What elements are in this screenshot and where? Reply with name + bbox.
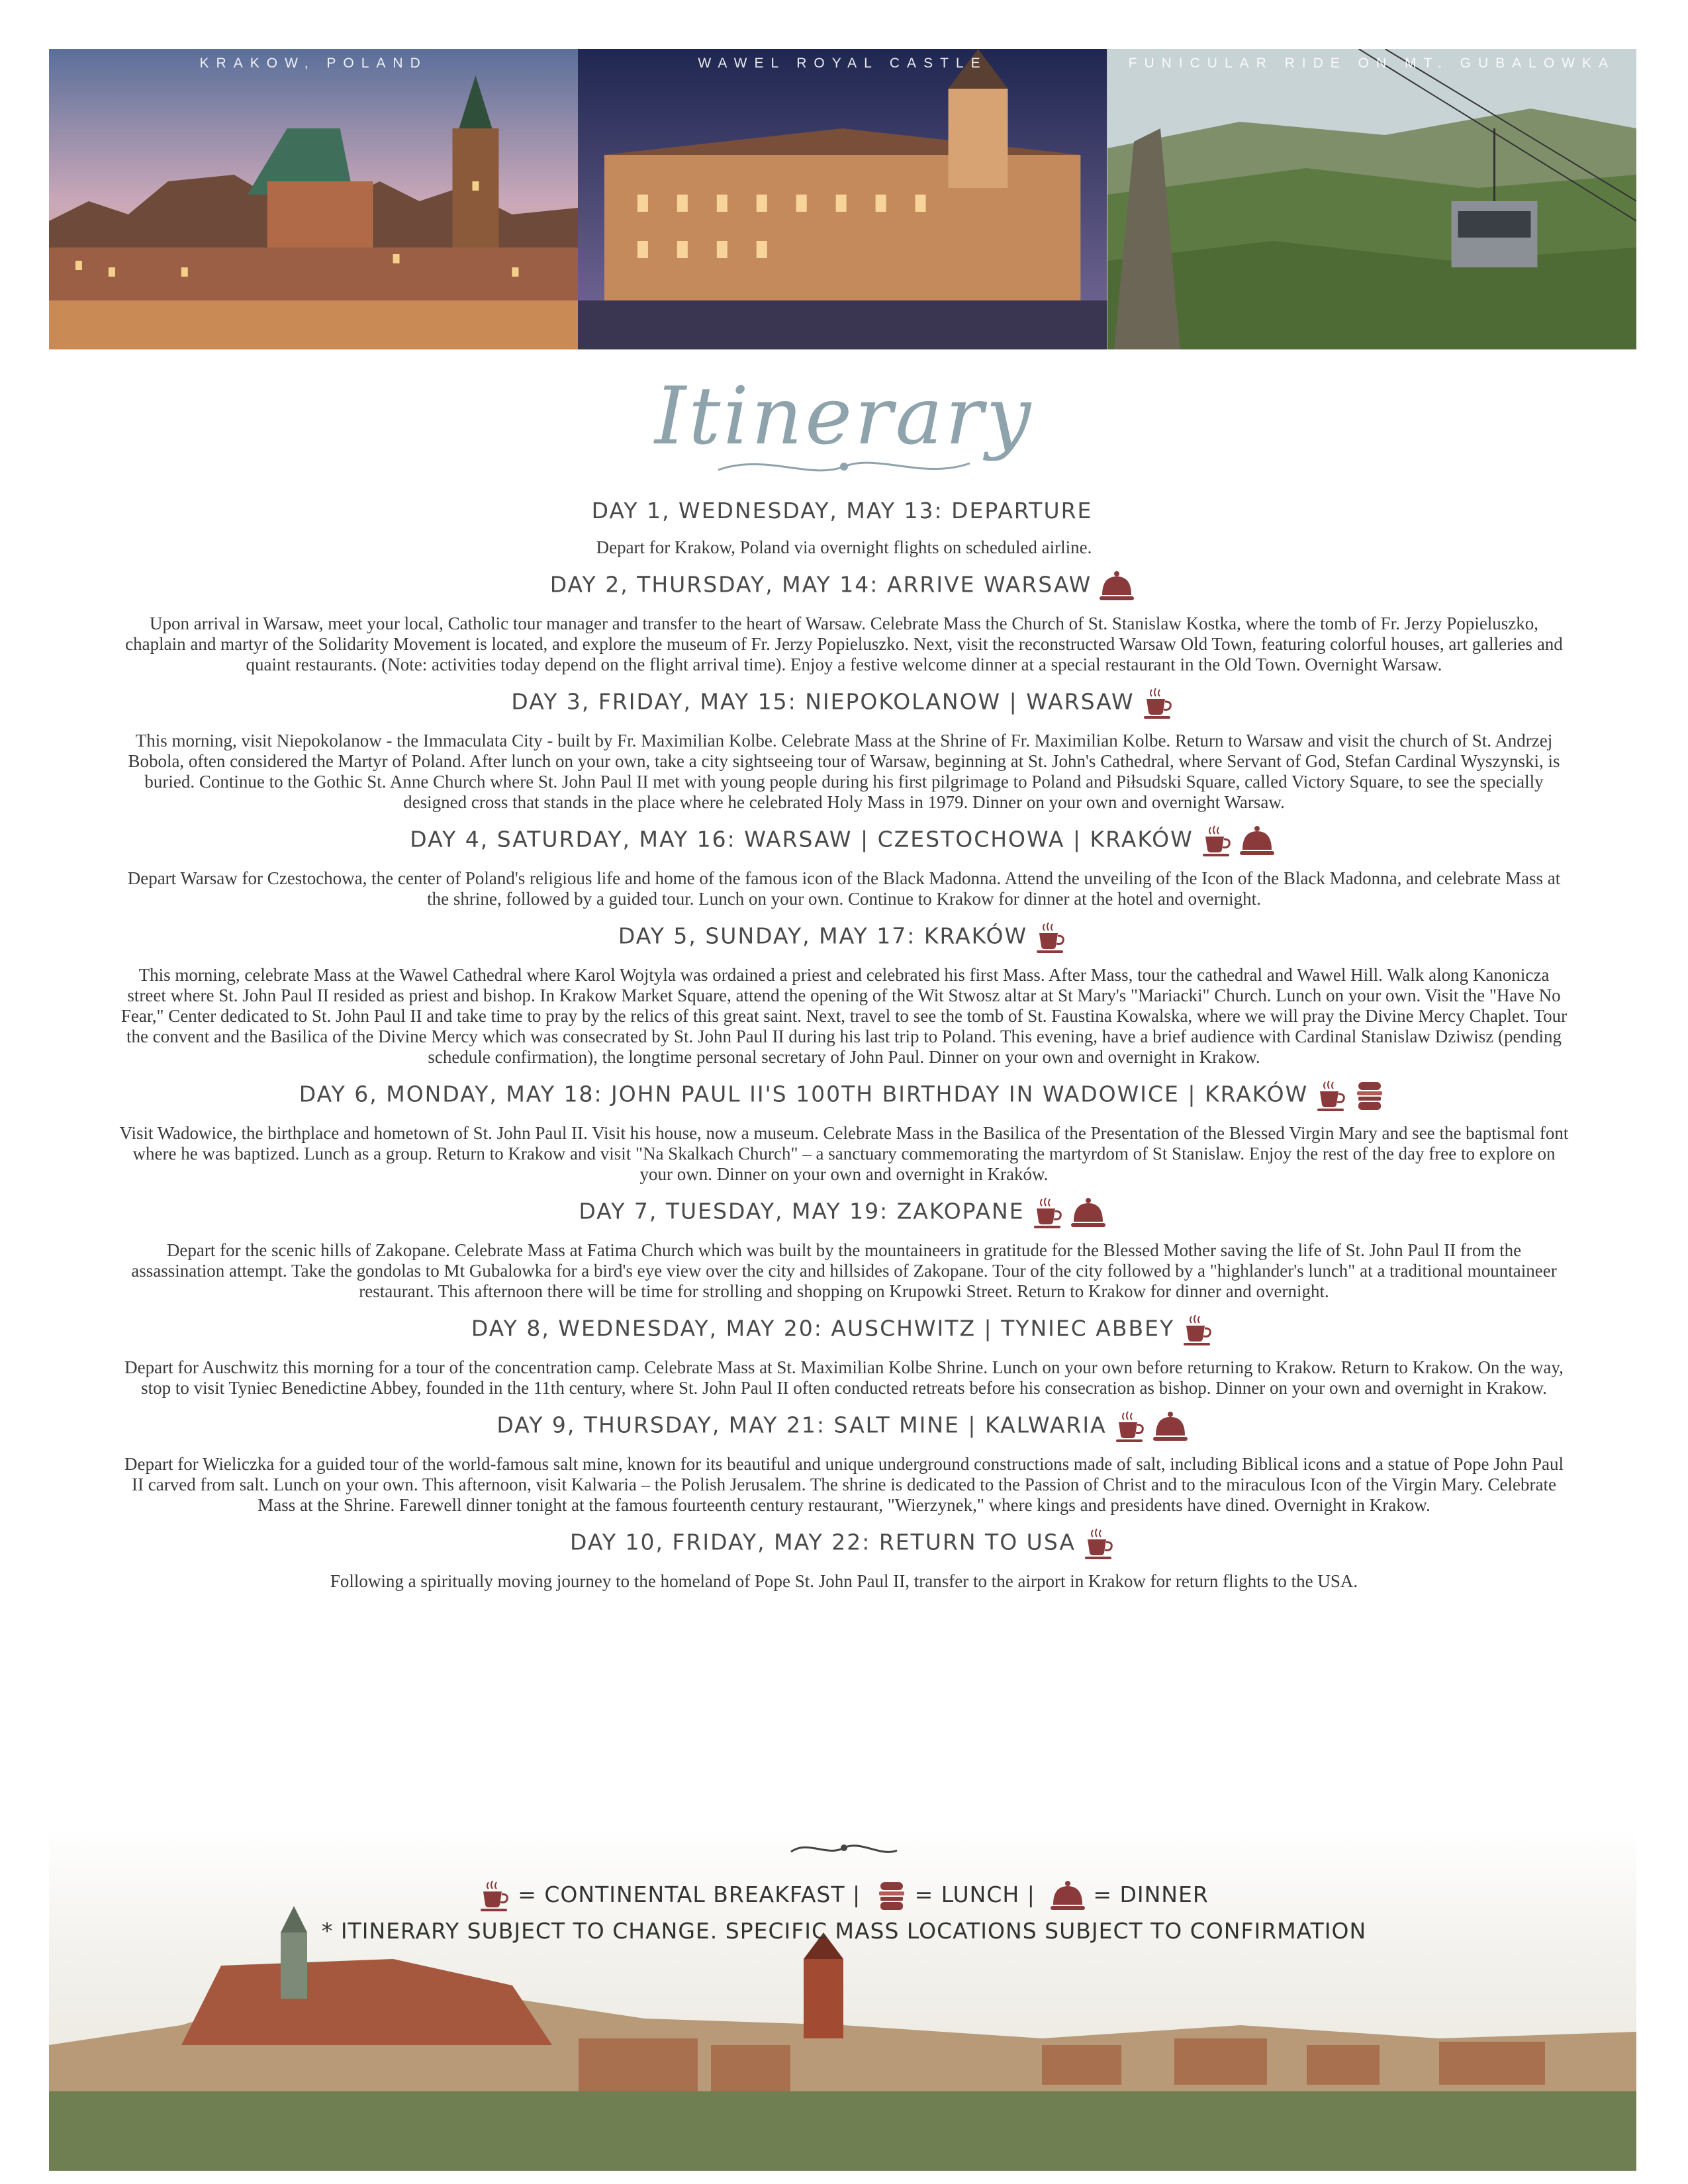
day-heading-text: DAY 4, SATURDAY, MAY 16: WARSAW | CZESTOCHOWA | KRAKÓW — [410, 826, 1194, 852]
day-description: This morning, celebrate Mass at the Wawel Cathedral where Karol Wojtyla was ordained a priest and celebrated his first Mass. After Mass, tour the cathedral and Wawel Hill. Walk along Kanonicza street where St. John Paul II resided as priest and bishop. In Krakow Market Square, attend the opening of the Wit Stwosz altar at St Mary's "Mariacki" Church. Lunch on your own. Visit the "Have No Fear," Center dedicated to St. John Paul II and take time to pray by the relics of this great saint. Next, travel to see the tomb of St. Faustina Kowalska, where we will pray the Divine Mercy Chaplet. Tour the convent and the Basilica of the Divine Mercy which was consecrated by St. John Paul II during his last trip to Poland. This evening, have a brief audience with Cardinal Stanislaw Dziwisz (pending schedule confirmation), the longtime personal secretary of John Paul. Dinner on your own and overnight in Krakow. — [120, 965, 1568, 1067]
day-description: Depart Warsaw for Czestochowa, the center of Poland's religious life and home of the famous icon of the Black Madonna. Attend the unveiling of the Icon of the Black Madonna, and celebrate Mass at the shrine, followed by a guided tour. Lunch on your own. Continue to Krakow for dinner at the hotel and overnight. — [127, 868, 1561, 909]
dinner-icon — [1071, 1197, 1105, 1228]
day-heading — [119, 825, 1569, 856]
day-section — [119, 825, 1569, 909]
day-section — [119, 1197, 1569, 1302]
day-heading — [119, 687, 1569, 719]
day-heading — [119, 1314, 1569, 1345]
day-heading-text: DAY 3, FRIDAY, MAY 15: NIEPOKOLANOW | WARSAW — [511, 688, 1135, 715]
itinerary-disclaimer: * ITINERARY SUBJECT TO CHANGE. SPECIFIC MASS LOCATIONS SUBJECT TO CONFIRMATION — [321, 1918, 1367, 1944]
day-section — [119, 1527, 1569, 1592]
day-section — [119, 1314, 1569, 1398]
krakow-panorama — [49, 1827, 1636, 2171]
meal-icons — [1178, 1314, 1217, 1345]
day-heading-text: DAY 5, SUNDAY, MAY 17: KRAKÓW — [618, 923, 1028, 949]
breakfast-icon — [1143, 687, 1173, 719]
panorama-image — [49, 1827, 1636, 2171]
photo-gubalowka — [1107, 49, 1636, 349]
lunch-icon — [1354, 1079, 1385, 1111]
day-description: Depart for Auschwitz this morning for a tour of the concentration camp. Celebrate Mass at St. Maximilian Kolbe Shrine. Lunch on your own before returning to Krakow. Return to Krakow. On the way, stop to visit Tyniec Benedictine Abbey, founded in the 11th century, where St. John Paul II often conducted retreats before his consecration as bishop. Dinner on your own and overnight in Krakow. — [124, 1357, 1564, 1398]
meal-icons — [1312, 1079, 1389, 1111]
day-heading-text: DAY 10, FRIDAY, MAY 22: RETURN TO USA — [570, 1529, 1076, 1555]
breakfast-icon — [1201, 825, 1232, 856]
day-heading-text: DAY 2, THURSDAY, MAY 14: ARRIVE WARSAW — [549, 571, 1092, 598]
breakfast-icon — [1316, 1079, 1346, 1111]
day-description: Upon arrival in Warsaw, meet your local, Catholic tour manager and transfer to the heart of Warsaw. Celebrate Mass the Church of St. Stanislaw Kostka, where the tomb of Fr. Jerzy Popieluszko, chaplain and martyr of the Solidarity Movement is located, and explore the museum of Fr. Jerzy Popieluszko. Next, visit the reconstructed Warsaw Old Town, featuring colorful houses, art galleries and quaint restaurants. (Note: activities today depend on the flight arrival time). Enjoy a festive welcome dinner at a special restaurant in the Old Town. Overnight Warsaw. — [125, 614, 1563, 674]
day-description: Visit Wadowice, the birthplace and hometown of St. John Paul II. Visit his house, now a museum. Celebrate Mass in the Basilica of the Presentation of the Blessed Virgin Mary and see the baptismal font where he was baptized. Lunch as a group. Return to Krakow and visit "Na Skalkach Church" – a sanctuary commemorating the martyrdom of St Stanislaw. Enjoy the rest of the day free to explore on your own. Dinner on your own and overnight in Kraków. — [119, 1123, 1569, 1184]
breakfast-icon — [479, 1880, 510, 1911]
day-heading-text: DAY 9, THURSDAY, MAY 21: SALT MINE | KALWARIA — [496, 1412, 1107, 1438]
breakfast-icon — [1115, 1410, 1145, 1442]
photo-caption: KRAKOW, POLAND — [199, 56, 428, 71]
lunch-icon — [876, 1880, 907, 1911]
photo-krakow — [49, 49, 578, 349]
day-heading-text: DAY 7, TUESDAY, MAY 19: ZAKOPANE — [579, 1198, 1025, 1224]
dinner-icon — [1153, 1410, 1188, 1442]
day-description: Following a spiritually moving journey to the homeland of Pope St. John Paul II, transfer to the airport in Krakow for return flights to the USA. — [330, 1571, 1358, 1591]
day-heading-text: DAY 6, MONDAY, MAY 18: JOHN PAUL II'S 100TH BIRTHDAY IN WADOWICE | KRAKÓW — [299, 1081, 1309, 1107]
photo-caption: WAWEL ROYAL CASTLE — [698, 56, 988, 71]
itinerary-list — [119, 496, 1569, 1604]
bottom-flourish-ornament — [788, 1839, 900, 1858]
meal-icons — [1139, 687, 1177, 719]
meal-icons — [1111, 1410, 1192, 1442]
meal-icons — [1197, 825, 1278, 856]
legend-lunch-label: = LUNCH | — [914, 1881, 1035, 1907]
title-flourish-ornament — [712, 450, 976, 483]
day-heading-text: DAY 8, WEDNESDAY, MAY 20: AUSCHWITZ | TYNIEC ABBEY — [471, 1315, 1175, 1342]
day-description: Depart for the scenic hills of Zakopane. Celebrate Mass at Fatima Church which was built by the mountaineers in gratitude for the Blessed Mother saving the life of St. John Paul II from the assassination attempt. Take the gondolas to Mt Gubalowka for a bird's eye view over the city and hillsides of Zakopane. Tour of the city followed by a "highlander's lunch" at a traditional mountaineer restaurant. This afternoon there will be time for strolling and shopping on Krupowki Street. Return to Krakow for dinner and overnight. — [131, 1240, 1557, 1301]
dinner-icon — [1240, 825, 1274, 856]
funicular-photo-image — [1107, 49, 1636, 349]
legend-dinner-label: = DINNER — [1093, 1881, 1209, 1907]
day-description: Depart for Krakow, Poland via overnight flights on scheduled airline. — [596, 537, 1092, 557]
meal-icons — [1096, 570, 1138, 602]
day-description: This morning, visit Niepokolanow - the Immaculata City - built by Fr. Maximilian Kolbe. Celebrate Mass at the Shrine of Fr. Maximilian Kolbe. Return to Warsaw and visit the church of St. Andrzej Bobola, often considered the Martyr of Poland. After lunch on your own, take a city sightseeing tour of Warsaw, beginning at St. John's Cathedral, where Servant of God, Stefan Cardinal Wyszynski, is buried. Continue to the Gothic St. Anne Church where St. John Paul II met with young people during his first pilgrimage to Poland and Piłsudski Square, called Victory Square, to see the specially designed cross that stands in the place where he celebrated Holy Mass in 1979. Dinner on your own and overnight Warsaw. — [128, 731, 1560, 812]
breakfast-icon — [1084, 1527, 1114, 1559]
breakfast-icon — [1182, 1314, 1213, 1345]
day-section — [119, 1079, 1569, 1185]
day-heading — [119, 1079, 1569, 1111]
day-description: Depart for Wieliczka for a guided tour of the world-famous salt mine, known for its beautiful and unique underground constructions made of salt, including Biblical icons and a statue of Pope John Paul II carved from salt. Lunch on your own. This afternoon, visit Kalwaria – the Polish Jerusalem. The shrine is dedicated to the Passion of Christ and to the miraculous Icon of the Virgin Mary. Celebrate Mass at the Shrine. Farewell dinner tonight at the famous fourteenth century restaurant, "Wierzynek," where kings and presidents have dined. Overnight in Krakow. — [124, 1454, 1564, 1515]
photo-strip — [49, 49, 1636, 349]
photo-wawel — [578, 49, 1107, 349]
day-section — [119, 921, 1569, 1068]
meal-icons — [1029, 1197, 1109, 1228]
day-heading — [119, 570, 1569, 602]
day-heading — [119, 1527, 1569, 1559]
krakow-photo-image — [49, 49, 578, 349]
itinerary-title: Itinerary — [654, 371, 1034, 463]
day-section — [119, 570, 1569, 675]
legend-breakfast-label: = CONTINENTAL BREAKFAST | — [518, 1881, 861, 1907]
dinner-icon — [1051, 1880, 1085, 1911]
meal-icons — [1031, 921, 1070, 953]
dinner-icon — [1100, 570, 1134, 602]
breakfast-icon — [1033, 1197, 1063, 1228]
photo-caption: FUNICULAR RIDE ON MT. GUBALOWKA — [1128, 56, 1616, 71]
day-heading — [119, 496, 1569, 525]
day-section — [119, 1410, 1569, 1516]
day-heading — [119, 1197, 1569, 1228]
day-section — [119, 496, 1569, 558]
meal-legend — [0, 1880, 1688, 1911]
day-heading — [119, 1410, 1569, 1442]
day-heading — [119, 921, 1569, 953]
day-heading-text: DAY 1, WEDNESDAY, MAY 13: DEPARTURE — [591, 498, 1093, 523]
breakfast-icon — [1035, 921, 1066, 953]
wawel-photo-image — [578, 49, 1107, 349]
meal-icons — [1080, 1527, 1118, 1559]
day-section — [119, 687, 1569, 813]
